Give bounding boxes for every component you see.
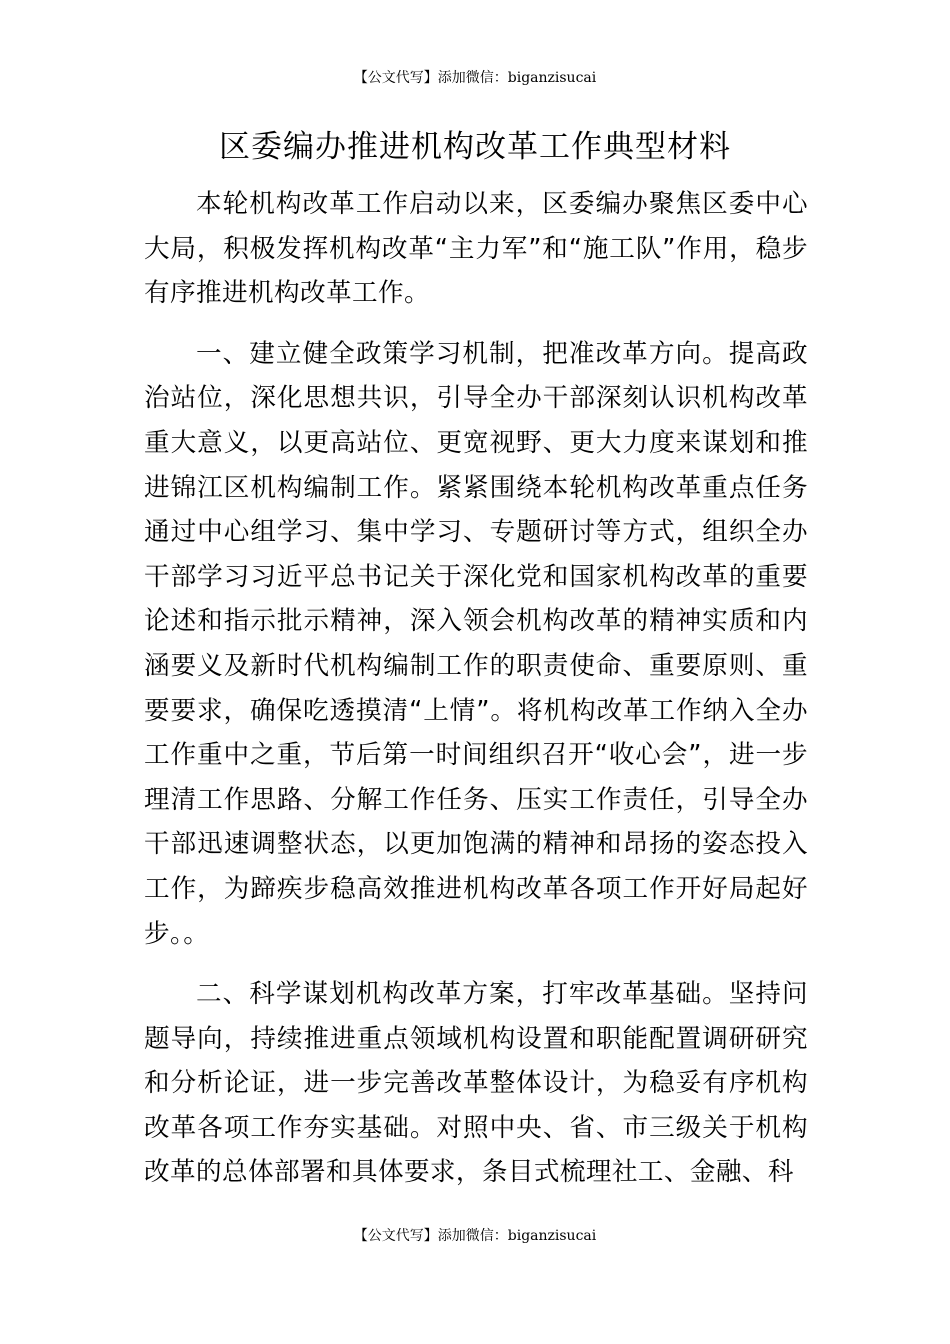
paragraph-intro: 本轮机构改革工作启动以来，区委编办聚焦区委中心大局，积极发挥机构改革“主力军”和“施工队”作用，稳步有序推进机构改革工作。 (144, 189, 808, 309)
document-title: 区委编办推进机构改革工作典型材料 (219, 129, 731, 165)
paragraph-section-one: 一、建立健全政策学习机制，把准改革方向。提高政治站位，深化思想共识，引导全办干部深刻认识机构改革重大意义，以更高站位、更宽视野、更大力度来谋划和推进锦江区机构编制工作。紧紧围绕本轮机构改革重点任务通过中心组学习、集中学习、专题研讨等方式，组织全办干部学习习近平总书记关于深化党和国家机构改革的重要论述和指示批示精神，深入领会机构改革的精神实质和内涵要义及新时代机构编制工作的职责使命、重要原则、重要要求，确保吃透摸清“上情”。将机构改革工作纳入全办工作重中之重，节后第一时间组织召开“收心会”，进一步理清工作思路、分解工作任务、压实工作责任，引导全办干部迅速调整状态，以更加饱满的精神和昂扬的姿态投入工作，为蹄疾步稳高效推进机构改革各项工作开好局起好步。。 (144, 338, 808, 949)
header-watermark: 【公文代写】添加微信：biganzisucai (353, 70, 597, 86)
document-body (144, 182, 808, 1195)
footer-watermark: 【公文代写】添加微信：biganzisucai (353, 1228, 597, 1244)
paragraph-section-two: 二、科学谋划机构改革方案，打牢改革基础。坚持问题导向，持续推进重点领域机构设置和职能配置调研研究和分析论证，进一步完善改革整体设计，为稳妥有序机构改革各项工作夯实基础。对照中央、省、市三级关于机构改革的总体部署和具体要求，条目式梳理社工、金融、科 (144, 979, 808, 1188)
